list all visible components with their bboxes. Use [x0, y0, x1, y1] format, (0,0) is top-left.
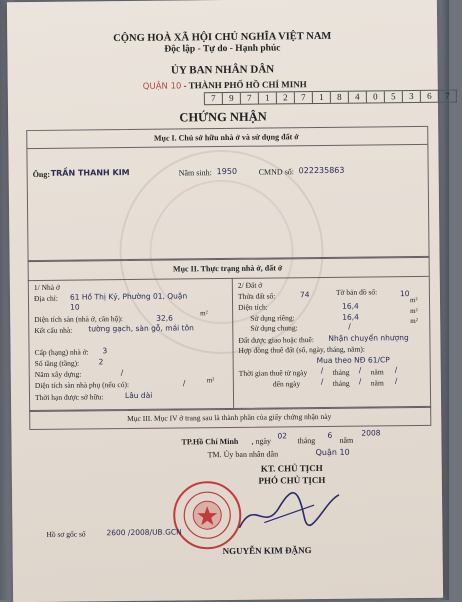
lease-to-year: / [394, 376, 398, 386]
code-digit: 7 [294, 92, 312, 103]
signer-name: NGUYỄN KIM ĐẶNG [222, 545, 312, 557]
certificate-paper [7, 0, 450, 602]
land-origin-value: Nhận chuyển nhượng [328, 333, 409, 343]
subsidy-area-unit: m² [206, 376, 215, 385]
code-digit: 6 [420, 91, 438, 102]
lease-to-month-label: tháng [332, 378, 350, 388]
subsidy-area-label: Diện tích sàn nhà phụ (nếu có): [34, 380, 130, 390]
lease-to-year-label: năm [370, 378, 384, 388]
floors-value: 2 [98, 357, 104, 367]
owner-name: TRẦN THANH KIM [50, 167, 130, 178]
country-name: CỘNG HOÀ XÃ HỘI CHỦ NGHĨA VIỆT NAM [113, 30, 332, 45]
sign-day-label: , ngày [251, 436, 272, 446]
year-built-value: / [120, 368, 124, 378]
code-digit: 7 [438, 91, 456, 102]
sign-year-label: năm [339, 435, 354, 445]
land-title: 2/ Đất ở [237, 280, 263, 290]
official-seal [172, 480, 243, 551]
birth-year-label: Năm sinh: [178, 168, 212, 178]
grade-value: 3 [102, 346, 108, 356]
code-digit: 7 [240, 93, 258, 104]
code-digit: 8 [330, 92, 348, 103]
private-use-label: Sử dụng riêng: [250, 313, 295, 323]
land-origin-label: Đất được giao hoặc thuê: [238, 335, 314, 345]
sign-place: TP.Hồ Chí Minh [181, 436, 239, 447]
code-digit: 7 [204, 93, 222, 104]
code-digit: 9 [222, 93, 240, 104]
shared-use-label: Sử dụng chung: [250, 323, 298, 333]
signer-title-2: PHÓ CHỦ TỊCH [258, 474, 326, 486]
id-number: 022235863 [298, 165, 345, 176]
address-label: Địa chỉ: [33, 293, 58, 304]
certificate-code [204, 90, 457, 106]
id-label: CMND số: [258, 167, 295, 177]
lease-from-label: Thời gian thuê từ ngày [238, 368, 308, 378]
section-2-heading: Mục II. Thực trạng nhà ở, đất ở [172, 263, 283, 274]
certificate-title: CHỨNG NHẬN [179, 109, 267, 125]
city-text: - THÀNH PHỐ HỒ CHÍ MINH [183, 79, 307, 91]
record-value: 2600 /2008/UB.GCN [106, 527, 182, 538]
motto: Độc lập - Tự do - Hạnh phúc [164, 43, 281, 55]
contract-label: Hợp đồng thuê đất (số, ngày, tháng, năm): [238, 344, 365, 355]
code-digit: 5 [384, 91, 402, 102]
lease-from-month: / [358, 365, 362, 375]
on-behalf-district: Quận 10 [315, 447, 350, 458]
code-digit: 2 [276, 92, 294, 103]
code-digit: 4 [348, 92, 366, 103]
subsidy-area-value: / [182, 378, 186, 388]
lease-from-year: / [394, 365, 398, 375]
land-area-unit: m² [409, 295, 418, 305]
lease-to-month: / [358, 376, 362, 386]
parcel-label: Thửa đất số: [237, 291, 276, 301]
year-built-label: Năm xây dựng: [34, 369, 82, 379]
map-sheet-value: 10 [399, 289, 410, 299]
floor-area-unit: m² [200, 309, 208, 318]
ownership-term-value: Lâu dài [124, 390, 153, 401]
section-3-note: Mục III. Mục IV ở trang sau là thành phần của giấy chứng nhận này [127, 411, 332, 424]
ownership-term-label: Thời hạn được sở hữu: [34, 392, 104, 402]
lease-to-day: / [320, 376, 324, 387]
floors-label: Số tầng (tầng): [34, 358, 80, 368]
land-area-value: 16,4 [342, 301, 359, 311]
birth-year: 1950 [216, 166, 238, 177]
address-line-2: 10 [70, 302, 80, 312]
signer-title-1: KT. CHỦ TỊCH [260, 462, 323, 474]
code-digit: 0 [366, 91, 384, 102]
record-label: Hồ sơ gốc số [46, 529, 86, 539]
sign-year: 2008 [361, 428, 381, 438]
section-1-heading: Mục I. Chủ sở hữu nhà ở và sử dụng đất ở [153, 132, 299, 143]
private-use-value: 16,4 [342, 312, 359, 322]
address-line-1: 61 Hồ Thị Kỷ, Phường 01, Quận [69, 291, 188, 302]
contract-value: Mua theo NĐ 61/CP [316, 355, 390, 366]
grade-label: Cấp (hạng) nhà ở: [34, 347, 89, 357]
house-title: 1/ Nhà ở [33, 282, 60, 293]
sign-month: 6 [327, 430, 333, 440]
code-digit: 1 [258, 92, 276, 103]
lease-from-month-label: tháng [332, 367, 350, 377]
signature [234, 487, 345, 538]
lease-from-day: / [320, 365, 324, 376]
lease-from-year-label: năm [370, 367, 384, 377]
lease-to-label: đến ngày [272, 379, 301, 389]
code-digit: 3 [402, 91, 420, 102]
owner-label: Ông: [32, 169, 51, 180]
private-use-unit: m² [410, 306, 418, 316]
shared-use-value: / [348, 321, 351, 331]
district-text: QUẬN 10 [142, 81, 182, 92]
map-sheet-label: Tờ bản đồ số: [335, 287, 378, 297]
authority-name: ỦY BAN NHÂN DÂN [170, 63, 275, 77]
code-digit: 1 [312, 92, 330, 103]
shared-use-unit: m² [410, 316, 418, 326]
sign-day: 02 [277, 431, 288, 441]
floor-area-label: Diện tích sàn (nhà ở, căn hộ): [34, 314, 123, 324]
sign-month-label: tháng [297, 436, 316, 446]
on-behalf-label: TM. Ủy ban nhân dân [207, 449, 279, 460]
district-handwritten [143, 79, 307, 92]
floor-area-value: 32,6 [156, 313, 173, 323]
parcel-value: 74 [299, 290, 310, 300]
structure-label: Kết cấu nhà: [34, 325, 73, 335]
structure-value: tường gạch, sàn gỗ, mái tôn [88, 323, 194, 334]
land-area-label: Diện tích: [238, 302, 268, 312]
